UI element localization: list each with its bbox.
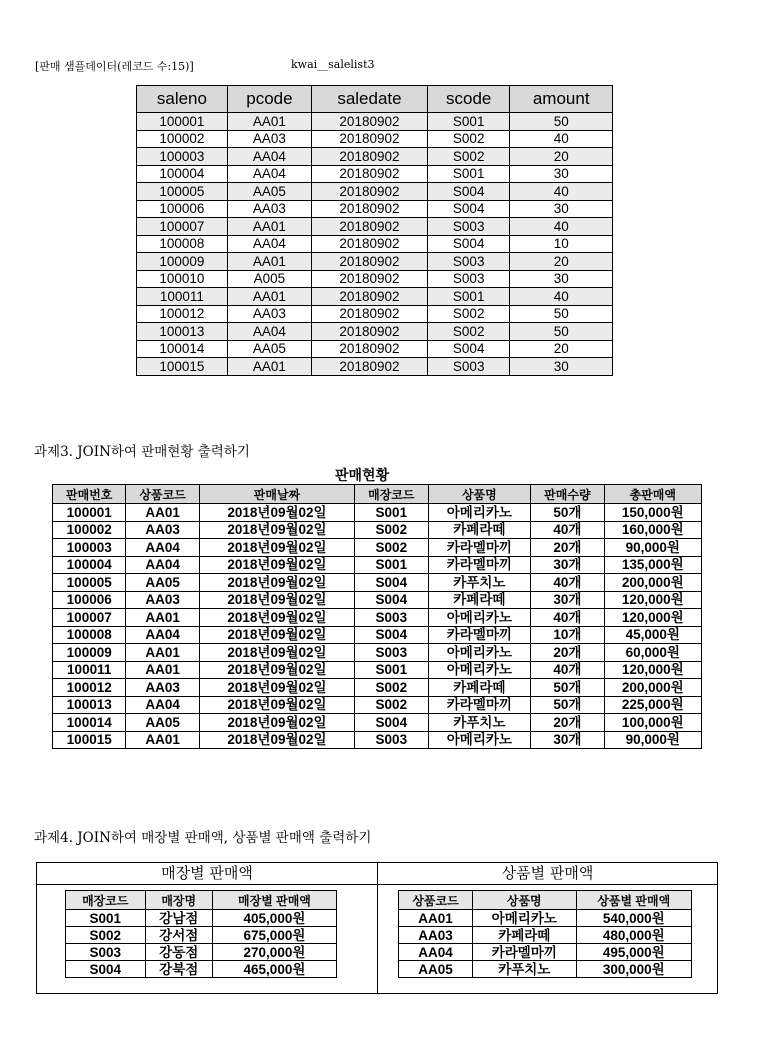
salelist-row	[137, 148, 613, 166]
sales-status-column-header: 판매번호	[53, 485, 126, 504]
product-sales-cell: 495,000원	[576, 944, 691, 961]
sales-status-cell: 100009	[53, 644, 126, 662]
store-sales-title: 매장별 판매액	[37, 863, 377, 885]
sales-status-cell: 10개	[531, 626, 604, 644]
salelist-cell: 100004	[137, 165, 228, 183]
salelist-cell: AA01	[227, 358, 311, 376]
salelist-cell: AA03	[227, 305, 311, 323]
salelist-cell: 100014	[137, 340, 228, 358]
salelist-cell: AA01	[227, 218, 311, 236]
sales-status-cell: 90,000원	[604, 539, 701, 557]
store-sales-cell: S002	[66, 927, 146, 944]
salelist-row	[137, 270, 613, 288]
sales-status-cell: 60,000원	[604, 644, 701, 662]
sales-status-cell: 30개	[531, 556, 604, 574]
sales-status-row	[53, 574, 702, 592]
sales-status-caption: 판매현황	[335, 468, 390, 484]
salelist-cell: AA04	[227, 165, 311, 183]
sales-status-cell: 45,000원	[604, 626, 701, 644]
sales-status-cell: 100002	[53, 521, 126, 539]
salelist-cell: S001	[427, 288, 509, 306]
sales-status-row	[53, 714, 702, 732]
salelist-cell: 100005	[137, 183, 228, 201]
sales-status-cell: 카라멜마끼	[428, 626, 531, 644]
sales-status-row	[53, 591, 702, 609]
store-sales-header-row	[66, 891, 337, 910]
sales-status-cell: 100001	[53, 504, 126, 522]
sales-status-cell: 100008	[53, 626, 126, 644]
salelist-cell: 20180902	[311, 200, 427, 218]
sales-status-cell: 2018년09월02일	[199, 539, 354, 557]
store-sales-cell: 465,000원	[212, 961, 336, 978]
store-sales-row	[66, 910, 337, 927]
salelist-cell: S004	[427, 183, 509, 201]
sales-status-cell: 20개	[531, 644, 604, 662]
sales-status-cell: S004	[355, 626, 428, 644]
sales-status-cell: 20개	[531, 714, 604, 732]
salelist-row	[137, 235, 613, 253]
store-sales-cell: 675,000원	[212, 927, 336, 944]
sales-status-column-header: 총판매액	[604, 485, 701, 504]
salelist-cell: S004	[427, 200, 509, 218]
product-sales-section	[378, 863, 717, 993]
salelist-table	[136, 85, 613, 376]
salelist-cell: 30	[510, 358, 613, 376]
sales-status-cell: 40개	[531, 661, 604, 679]
salelist-cell: 20180902	[311, 288, 427, 306]
salelist-cell: 20180902	[311, 340, 427, 358]
salelist-cell: 100011	[137, 288, 228, 306]
sales-status-cell: S003	[355, 644, 428, 662]
sales-status-cell: AA01	[126, 644, 199, 662]
product-sales-cell: 아메리카노	[473, 910, 576, 927]
sales-status-cell: 30개	[531, 591, 604, 609]
salelist-cell: AA01	[227, 288, 311, 306]
salelist-cell: 100003	[137, 148, 228, 166]
sales-status-cell: S004	[355, 591, 428, 609]
product-sales-cell: 카푸치노	[473, 961, 576, 978]
sales-status-cell: 40개	[531, 521, 604, 539]
product-sales-row	[399, 910, 692, 927]
sales-status-row	[53, 539, 702, 557]
salelist-cell: S002	[427, 323, 509, 341]
sales-status-column-header: 상품코드	[126, 485, 199, 504]
salelist-row	[137, 130, 613, 148]
salelist-row	[137, 305, 613, 323]
salelist-cell: S002	[427, 305, 509, 323]
salelist-cell: 20	[510, 253, 613, 271]
sales-status-row	[53, 504, 702, 522]
sales-status-cell: AA01	[126, 504, 199, 522]
store-sales-section	[37, 863, 378, 993]
sales-status-cell: AA05	[126, 714, 199, 732]
sales-status-cell: S004	[355, 714, 428, 732]
sales-status-cell: S003	[355, 609, 428, 627]
sales-status-row	[53, 696, 702, 714]
salelist-cell: AA04	[227, 235, 311, 253]
sales-status-cell: 120,000원	[604, 661, 701, 679]
product-sales-row	[399, 927, 692, 944]
sales-status-cell: 2018년09월02일	[199, 626, 354, 644]
sales-status-cell: 2018년09월02일	[199, 661, 354, 679]
sales-status-cell: 아메리카노	[428, 504, 531, 522]
sales-status-cell: 100,000원	[604, 714, 701, 732]
salelist-cell: AA05	[227, 340, 311, 358]
salelist-cell: 100012	[137, 305, 228, 323]
salelist-cell: 30	[510, 200, 613, 218]
sales-status-cell: 아메리카노	[428, 661, 531, 679]
salelist-cell: AA01	[227, 253, 311, 271]
sales-status-cell: 카푸치노	[428, 714, 531, 732]
sales-status-cell: 160,000원	[604, 521, 701, 539]
sales-status-cell: 카페라떼	[428, 521, 531, 539]
sales-status-cell: AA04	[126, 696, 199, 714]
store-sales-row	[66, 927, 337, 944]
salelist-cell: 20180902	[311, 218, 427, 236]
sales-status-cell: 2018년09월02일	[199, 609, 354, 627]
sales-status-cell: 카페라떼	[428, 679, 531, 697]
salelist-cell: 20180902	[311, 183, 427, 201]
salelist-cell: S003	[427, 218, 509, 236]
sales-status-cell: S002	[355, 679, 428, 697]
sales-status-cell: 150,000원	[604, 504, 701, 522]
sales-status-cell: 2018년09월02일	[199, 696, 354, 714]
sales-status-cell: 카페라떼	[428, 591, 531, 609]
sales-status-cell: AA04	[126, 626, 199, 644]
salelist-cell: 20180902	[311, 113, 427, 131]
product-sales-cell: 카페라떼	[473, 927, 576, 944]
sales-status-cell: 카푸치노	[428, 574, 531, 592]
salelist-row	[137, 183, 613, 201]
salelist-cell: 20180902	[311, 235, 427, 253]
salelist-row	[137, 218, 613, 236]
salelist-row	[137, 165, 613, 183]
salelist-cell: 100006	[137, 200, 228, 218]
store-sales-column-header: 매장코드	[66, 891, 146, 910]
salelist-row	[137, 340, 613, 358]
sales-status-cell: S002	[355, 539, 428, 557]
sales-status-cell: 135,000원	[604, 556, 701, 574]
salelist-cell: AA05	[227, 183, 311, 201]
sales-status-header-row	[53, 485, 702, 504]
sales-status-column-header: 판매수량	[531, 485, 604, 504]
sales-status-cell: 50개	[531, 696, 604, 714]
sales-status-cell: 카라멜마끼	[428, 696, 531, 714]
sales-status-cell: S004	[355, 574, 428, 592]
sales-status-cell: 2018년09월02일	[199, 591, 354, 609]
product-sales-cell: 540,000원	[576, 910, 691, 927]
sales-status-column-header: 매장코드	[355, 485, 428, 504]
salelist-column-header: amount	[510, 86, 613, 113]
sales-status-row	[53, 679, 702, 697]
salelist-cell: S001	[427, 113, 509, 131]
sales-status-cell: 2018년09월02일	[199, 644, 354, 662]
sales-status-cell: 100006	[53, 591, 126, 609]
salelist-column-header: saleno	[137, 86, 228, 113]
sample-data-label: [판매 샘플데이터(레코드 수:15)]	[35, 60, 194, 73]
store-sales-cell: 강동점	[145, 944, 212, 961]
salelist-body	[137, 113, 613, 376]
sales-status-cell: 30개	[531, 731, 604, 749]
sales-status-cell: 200,000원	[604, 679, 701, 697]
sales-status-cell: S003	[355, 731, 428, 749]
sales-status-cell: AA03	[126, 679, 199, 697]
salelist-row	[137, 358, 613, 376]
product-sales-column-header: 상품명	[473, 891, 576, 910]
sales-status-cell: 50개	[531, 504, 604, 522]
salelist-cell: 100010	[137, 270, 228, 288]
sales-status-cell: 아메리카노	[428, 644, 531, 662]
store-sales-table	[65, 890, 337, 978]
sales-status-row	[53, 731, 702, 749]
product-sales-column-header: 상품별 판매액	[576, 891, 691, 910]
sales-status-cell: 아메리카노	[428, 731, 531, 749]
product-sales-cell: AA01	[399, 910, 473, 927]
salelist-cell: 20180902	[311, 305, 427, 323]
sales-status-cell: 20개	[531, 539, 604, 557]
sales-status-cell: AA05	[126, 574, 199, 592]
sales-status-cell: 100014	[53, 714, 126, 732]
sales-status-body	[53, 504, 702, 749]
salelist-cell: 20180902	[311, 323, 427, 341]
task4-title: 과제4. JOIN하여 매장별 판매액, 상품별 판매액 출력하기	[34, 830, 372, 846]
salelist-cell: 30	[510, 165, 613, 183]
sales-summary-box	[36, 862, 718, 994]
product-sales-cell: 카라멜마끼	[473, 944, 576, 961]
sales-status-cell: 2018년09월02일	[199, 556, 354, 574]
sample-data-header	[35, 58, 375, 74]
sales-status-cell: 카라멜마끼	[428, 556, 531, 574]
sales-status-cell: 아메리카노	[428, 609, 531, 627]
sales-status-cell: 100003	[53, 539, 126, 557]
product-sales-cell: AA04	[399, 944, 473, 961]
sales-status-cell: AA01	[126, 661, 199, 679]
sales-status-cell: 50개	[531, 679, 604, 697]
sales-status-row	[53, 661, 702, 679]
store-sales-body	[66, 910, 337, 978]
product-sales-row	[399, 944, 692, 961]
salelist-cell: 10	[510, 235, 613, 253]
sales-status-column-header: 상품명	[428, 485, 531, 504]
sales-status-cell: 100013	[53, 696, 126, 714]
salelist-cell: 100001	[137, 113, 228, 131]
sales-status-cell: 200,000원	[604, 574, 701, 592]
sales-status-cell: 2018년09월02일	[199, 574, 354, 592]
sales-status-cell: S002	[355, 521, 428, 539]
salelist-cell: 40	[510, 288, 613, 306]
salelist-cell: 100007	[137, 218, 228, 236]
sales-status-cell: 90,000원	[604, 731, 701, 749]
sales-status-cell: 2018년09월02일	[199, 731, 354, 749]
sales-status-cell: 100015	[53, 731, 126, 749]
sales-status-cell: AA04	[126, 539, 199, 557]
salelist-row	[137, 113, 613, 131]
product-sales-column-header: 상품코드	[399, 891, 473, 910]
sales-status-cell: 100011	[53, 661, 126, 679]
salelist-cell: 30	[510, 270, 613, 288]
salelist-column-header: scode	[427, 86, 509, 113]
product-sales-cell: 300,000원	[576, 961, 691, 978]
product-sales-cell: AA05	[399, 961, 473, 978]
sales-status-row	[53, 521, 702, 539]
product-sales-cell: 480,000원	[576, 927, 691, 944]
salelist-row	[137, 200, 613, 218]
sales-status-cell: AA01	[126, 731, 199, 749]
product-sales-row	[399, 961, 692, 978]
salelist-cell: AA01	[227, 113, 311, 131]
salelist-cell: S004	[427, 235, 509, 253]
sales-status-cell: S001	[355, 556, 428, 574]
sales-status-cell: AA04	[126, 556, 199, 574]
salelist-header-row	[137, 86, 613, 113]
salelist-cell: AA04	[227, 148, 311, 166]
salelist-cell: 20	[510, 148, 613, 166]
salelist-cell: S003	[427, 358, 509, 376]
sales-status-row	[53, 609, 702, 627]
sales-status-row	[53, 556, 702, 574]
salelist-cell: 20180902	[311, 358, 427, 376]
store-sales-cell: 270,000원	[212, 944, 336, 961]
salelist-cell: 40	[510, 130, 613, 148]
product-sales-header-row	[399, 891, 692, 910]
salelist-cell: AA03	[227, 130, 311, 148]
product-sales-title: 상품별 판매액	[378, 863, 717, 885]
sales-status-cell: 2018년09월02일	[199, 679, 354, 697]
salelist-cell: 100008	[137, 235, 228, 253]
product-sales-body	[399, 910, 692, 978]
sales-status-cell: 225,000원	[604, 696, 701, 714]
sales-status-column-header: 판매날짜	[199, 485, 354, 504]
sales-status-cell: 2018년09월02일	[199, 714, 354, 732]
salelist-cell: S003	[427, 253, 509, 271]
sales-status-cell: 40개	[531, 609, 604, 627]
salelist-column-header: saledate	[311, 86, 427, 113]
salelist-cell: S003	[427, 270, 509, 288]
sales-status-row	[53, 644, 702, 662]
salelist-row	[137, 323, 613, 341]
salelist-cell: 100013	[137, 323, 228, 341]
salelist-cell: S004	[427, 340, 509, 358]
salelist-cell: 40	[510, 183, 613, 201]
sales-status-cell: 100004	[53, 556, 126, 574]
store-sales-cell: 강북점	[145, 961, 212, 978]
salelist-cell: 50	[510, 323, 613, 341]
sales-status-cell: 카라멜마끼	[428, 539, 531, 557]
sales-status-cell: 40개	[531, 574, 604, 592]
salelist-column-header: pcode	[227, 86, 311, 113]
sales-status-cell: AA03	[126, 591, 199, 609]
sales-status-cell: S002	[355, 696, 428, 714]
store-sales-row	[66, 944, 337, 961]
salelist-cell: 50	[510, 113, 613, 131]
store-sales-cell: 405,000원	[212, 910, 336, 927]
salelist-cell: 20180902	[311, 270, 427, 288]
salelist-cell: S001	[427, 165, 509, 183]
sales-status-row	[53, 626, 702, 644]
product-sales-table	[398, 890, 692, 978]
salelist-cell: 20	[510, 340, 613, 358]
sales-status-cell: 120,000원	[604, 609, 701, 627]
sales-status-cell: 100012	[53, 679, 126, 697]
store-sales-cell: 강서점	[145, 927, 212, 944]
salelist-cell: AA04	[227, 323, 311, 341]
salelist-cell: 100015	[137, 358, 228, 376]
salelist-row	[137, 253, 613, 271]
sales-status-cell: AA03	[126, 521, 199, 539]
sales-status-cell: 120,000원	[604, 591, 701, 609]
salelist-cell: 20180902	[311, 130, 427, 148]
store-sales-row	[66, 961, 337, 978]
sales-status-cell: S001	[355, 661, 428, 679]
store-sales-cell: S004	[66, 961, 146, 978]
salelist-cell: S002	[427, 148, 509, 166]
sales-status-cell: 2018년09월02일	[199, 521, 354, 539]
task3-title: 과제3. JOIN하여 판매현황 출력하기	[34, 444, 250, 460]
table-name: kwai__salelist3	[291, 58, 375, 71]
sales-status-cell: S001	[355, 504, 428, 522]
store-sales-column-header: 매장명	[145, 891, 212, 910]
store-sales-cell: S001	[66, 910, 146, 927]
salelist-row	[137, 288, 613, 306]
sales-status-table	[52, 484, 702, 749]
store-sales-cell: S003	[66, 944, 146, 961]
salelist-cell: A005	[227, 270, 311, 288]
salelist-cell: 40	[510, 218, 613, 236]
salelist-cell: 50	[510, 305, 613, 323]
sales-status-cell: AA01	[126, 609, 199, 627]
store-sales-column-header: 매장별 판매액	[212, 891, 336, 910]
salelist-cell: 20180902	[311, 165, 427, 183]
salelist-cell: S002	[427, 130, 509, 148]
sales-status-cell: 100007	[53, 609, 126, 627]
store-sales-cell: 강남점	[145, 910, 212, 927]
salelist-cell: 20180902	[311, 148, 427, 166]
product-sales-cell: AA03	[399, 927, 473, 944]
sales-status-cell: 2018년09월02일	[199, 504, 354, 522]
sales-status-cell: 100005	[53, 574, 126, 592]
salelist-cell: 100009	[137, 253, 228, 271]
salelist-cell: 20180902	[311, 253, 427, 271]
salelist-cell: 100002	[137, 130, 228, 148]
salelist-cell: AA03	[227, 200, 311, 218]
